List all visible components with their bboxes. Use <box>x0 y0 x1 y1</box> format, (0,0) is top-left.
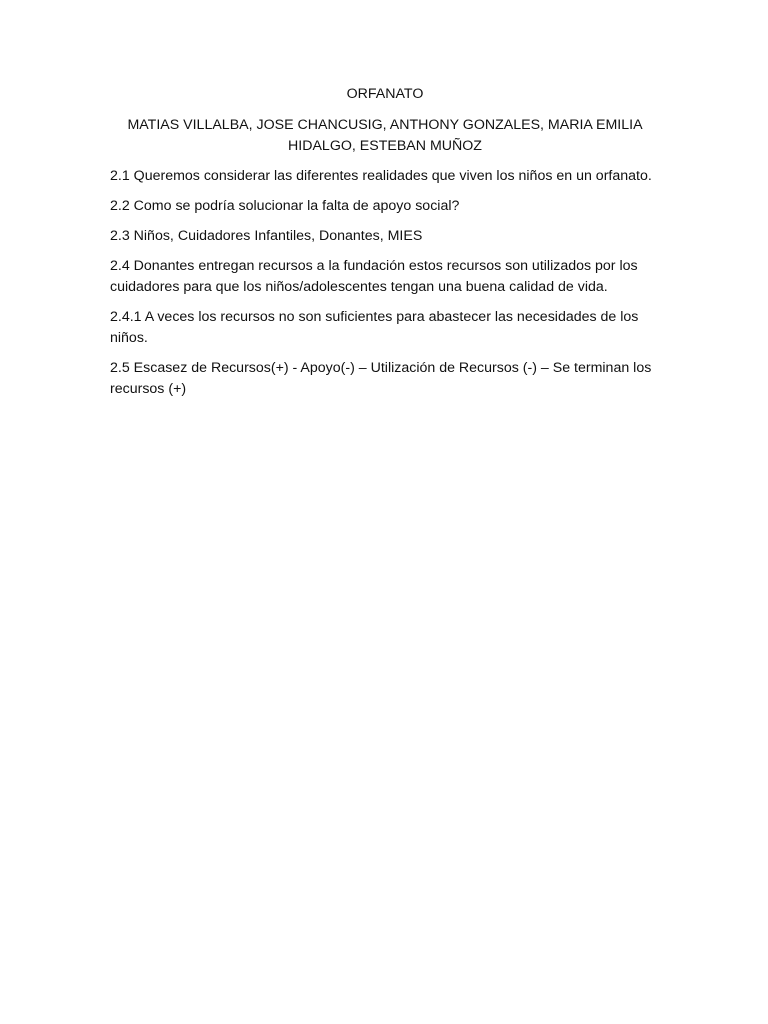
paragraph-2-2: 2.2 Como se podría solucionar la falta de apoyo social? <box>110 198 460 214</box>
paragraph-2-4-1: 2.4.1 A veces los recursos no son suficientes para abastecer las necesidades de los niños. <box>110 309 639 346</box>
document-title: ORFANATO <box>346 86 424 102</box>
paragraph-2-5: 2.5 Escasez de Recursos(+) - Apoyo(-) – Utilización de Recursos (-) – Se terminan los recursos (+) <box>110 360 652 397</box>
paragraph-2-4: 2.4 Donantes entregan recursos a la fundación estos recursos son utilizados por los cuidadores para que los niños/adolescentes tengan una buena calidad de vida. <box>110 258 638 295</box>
paragraph-2-1: 2.1 Queremos considerar las diferentes realidades que viven los niños en un orfanato. <box>110 168 652 184</box>
paragraph-2-3: 2.3 Niños, Cuidadores Infantiles, Donantes, MIES <box>110 228 423 244</box>
document-authors: MATIAS VILLALBA, JOSE CHANCUSIG, ANTHONY GONZALES, MARIA EMILIA HIDALGO, ESTEBAN MUÑOZ <box>127 117 643 154</box>
